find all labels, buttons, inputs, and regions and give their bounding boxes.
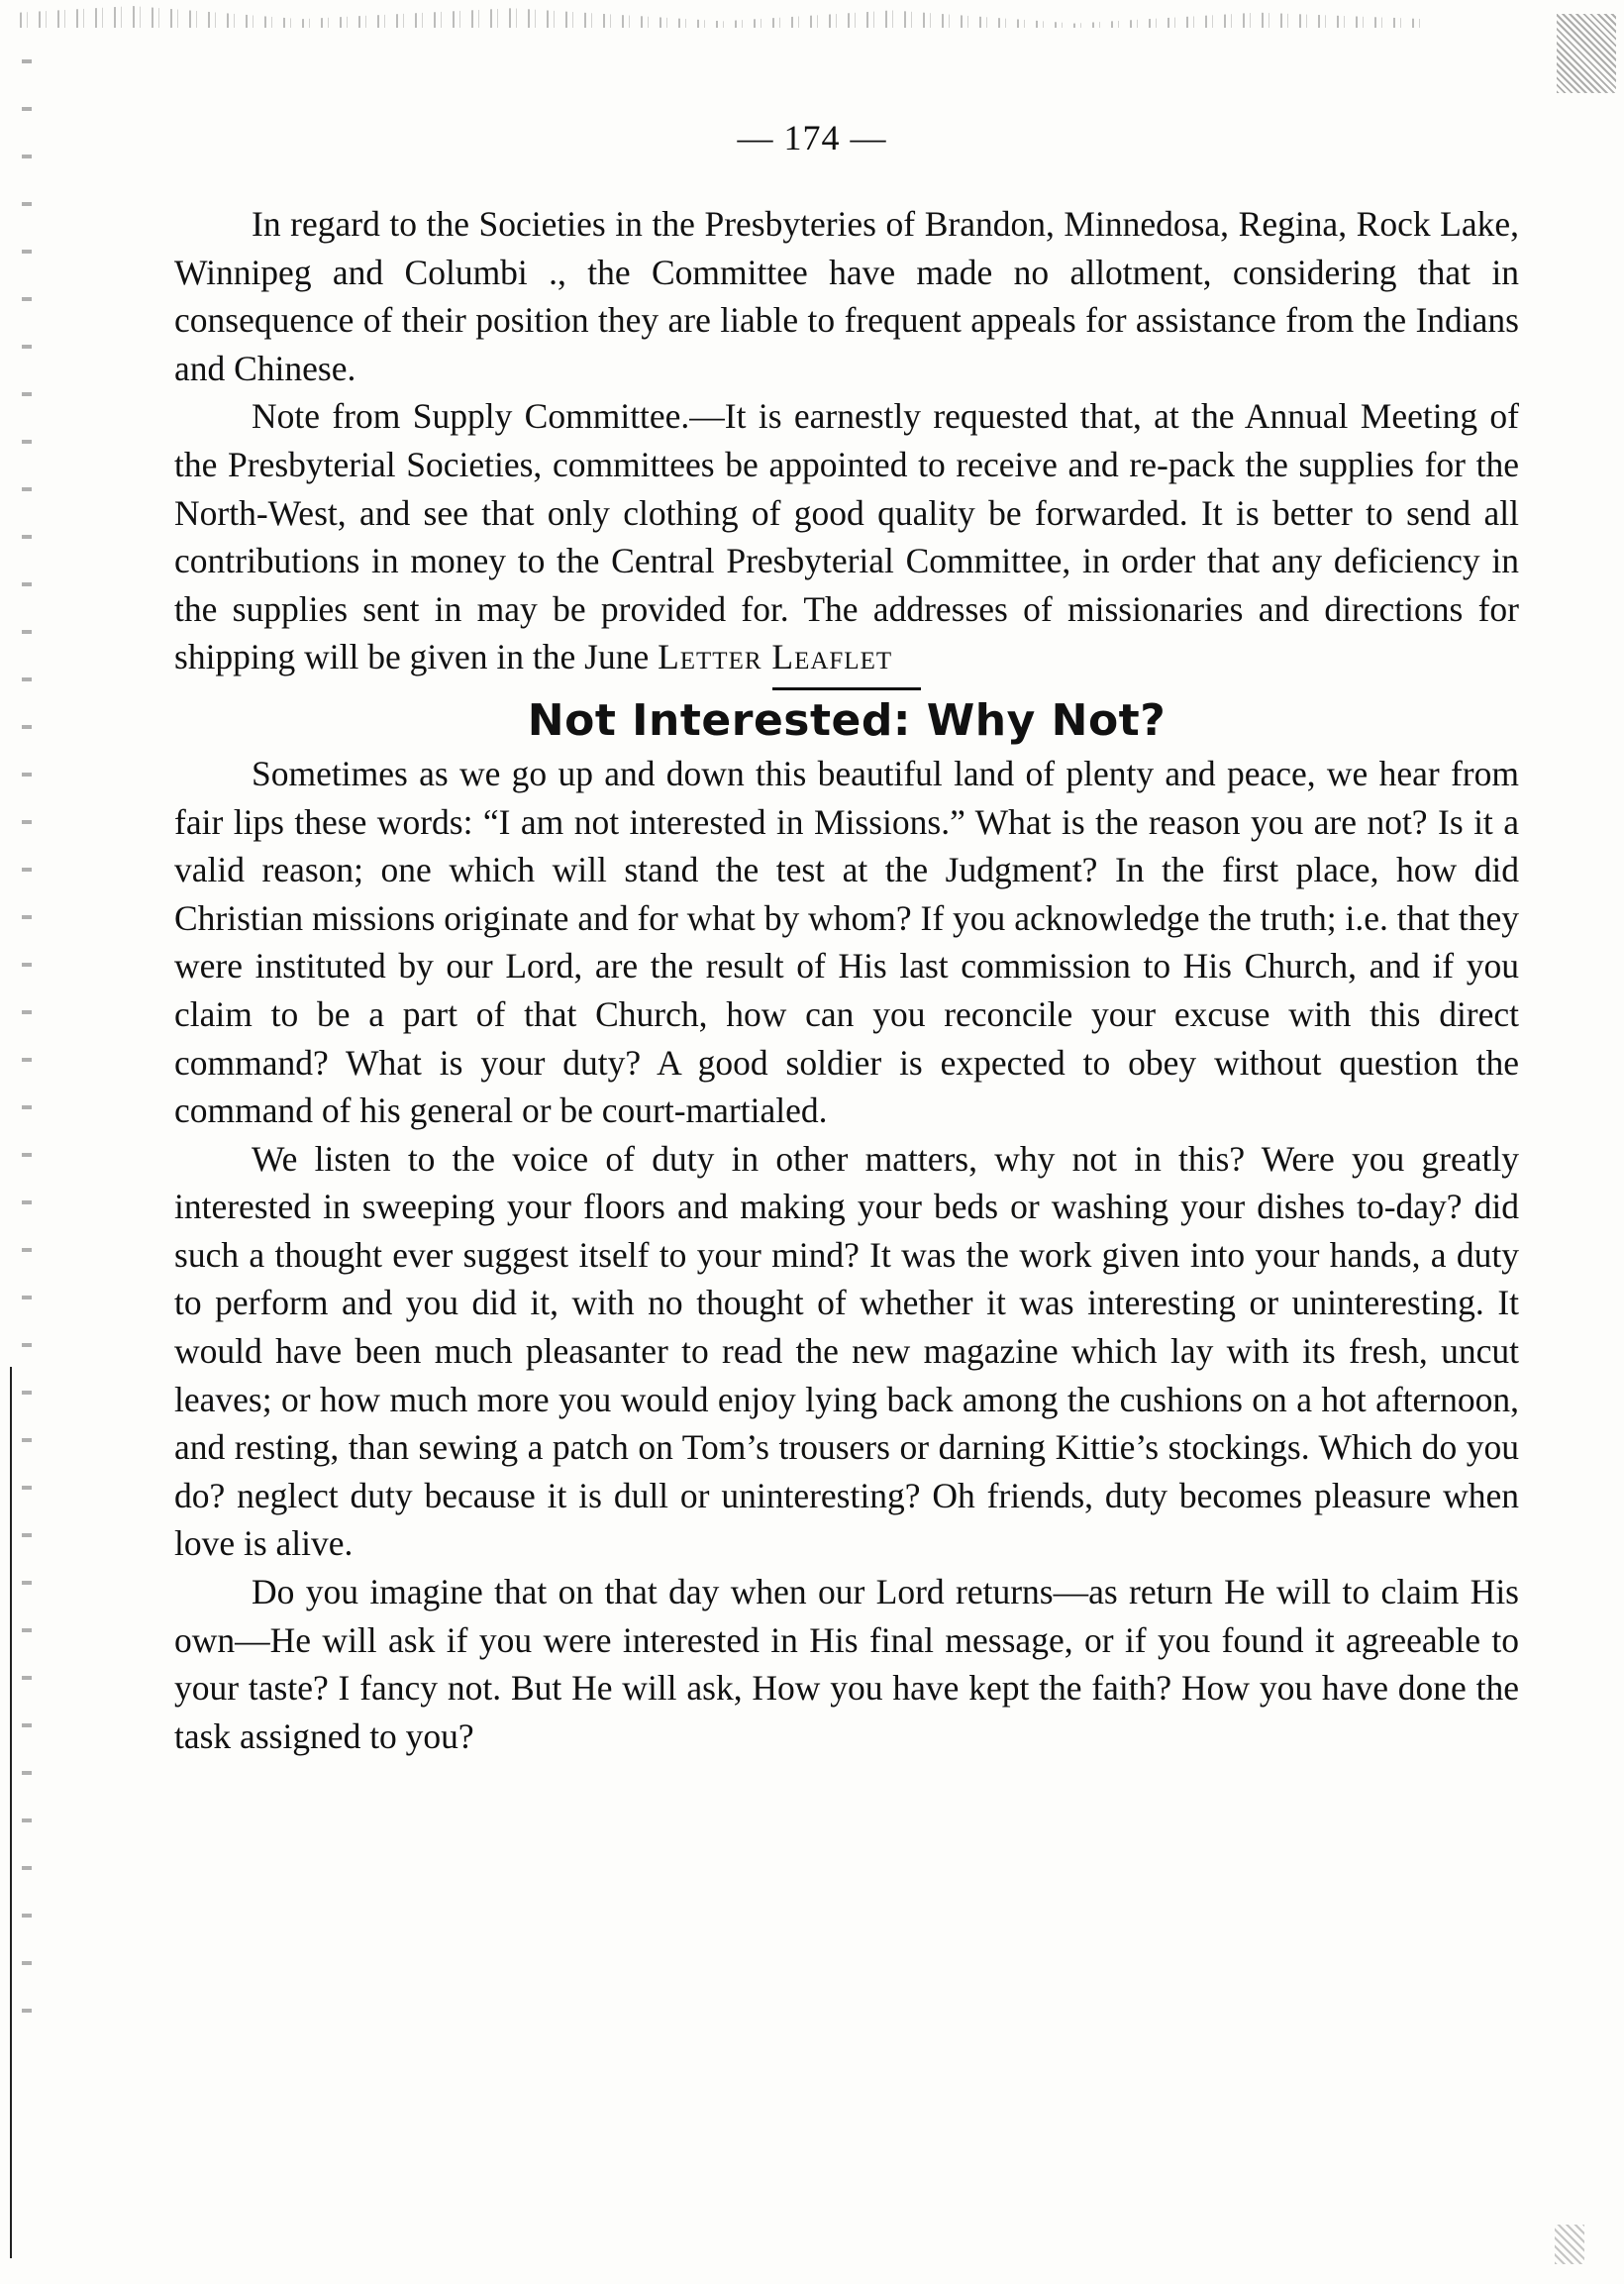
article-paragraph-3: Do you imagine that on that day when our Lord returns—as return He will to claim His own—He will ask if you were interested in His final message, or if you found it agreeable to your taste? I fancy not. But He will ask, How you have kept the faith? How you have done the task assigned to you? [174, 1572, 1519, 1756]
letter-leaflet-name: Letter Leaflet [658, 637, 893, 677]
supply-committee-note: Note from Supply Committee.—It is earnestly requested that, at the Annual Meeting of the Presbyterial Societies, committees be appointed to receive and re-pack the supplies for the North-West, and see that only clothing of good quality be forwarded. It is better to send all contributions in money to the Central Presbyterial Committee, in order that any deficiency in the supplies sent in may be provided for. The addresses of missionaries and directions for shipping will be given in the June [174, 396, 1519, 677]
article-paragraph-2: We listen to the voice of duty in other matters, why not in this? Were you greatly interested in sweeping your floors and making your beds or washing your dishes to-day? did such a thought ever suggest itself to your mind? It was the work given into your hands, a duty to perform and you did it, with no thought of whether it was interesting or uninteresting. It would have been much pleasanter to read the new magazine which lay with its fresh, uncut leaves; or how much more you would enjoy lying back among the cushions on a hot afternoon, and resting, than sewing a patch on Tom’s trousers or darning Kittie’s stockings. Which do you do? neglect duty because it is dull or uninteresting? Oh friends, duty becomes pleasure when love is alive. [174, 1138, 1519, 1564]
scan-noise-top [20, 6, 1426, 28]
article-paragraph-1: Sometimes as we go up and down this beautiful land of plenty and peace, we hear from fair lips these words: “I am not interested in Missions.” What is the reason you are not? Is it a valid reason; one which will stand the test at the Judgment? In the first place, how did Christian missions originate and for what by whom? If you acknowledge the truth; i.e. that they were instituted by our Lord, are the result of His last commission to His Church, and if you claim to be a part of that Church, how can you reconcile your excuse with this direct command? What is your duty? A good soldier is expected to obey without question the command of his general or be court-martialed. [174, 753, 1519, 1131]
intro-paragraph-1: In regard to the Societies in the Presbyteries of Brandon, Minnedosa, Regina, Rock Lake, Winnipeg and Columbi ., the Committee have made no allotment, considering that in consequence of their position they are liable to frequent appeals for assistance from the Indians and Chinese. [174, 204, 1519, 388]
scan-noise-bottom [1555, 2225, 1584, 2264]
article-title: Not Interested: Why Not? [527, 694, 1167, 746]
section-divider [772, 687, 921, 690]
scan-noise-corner [1557, 14, 1616, 93]
intro-paragraph-2 [174, 392, 1519, 681]
page-number: — 174 — [737, 118, 887, 157]
scan-noise-left-margin [22, 59, 32, 2040]
binding-edge [10, 1367, 12, 2258]
page-body [174, 200, 1519, 1760]
